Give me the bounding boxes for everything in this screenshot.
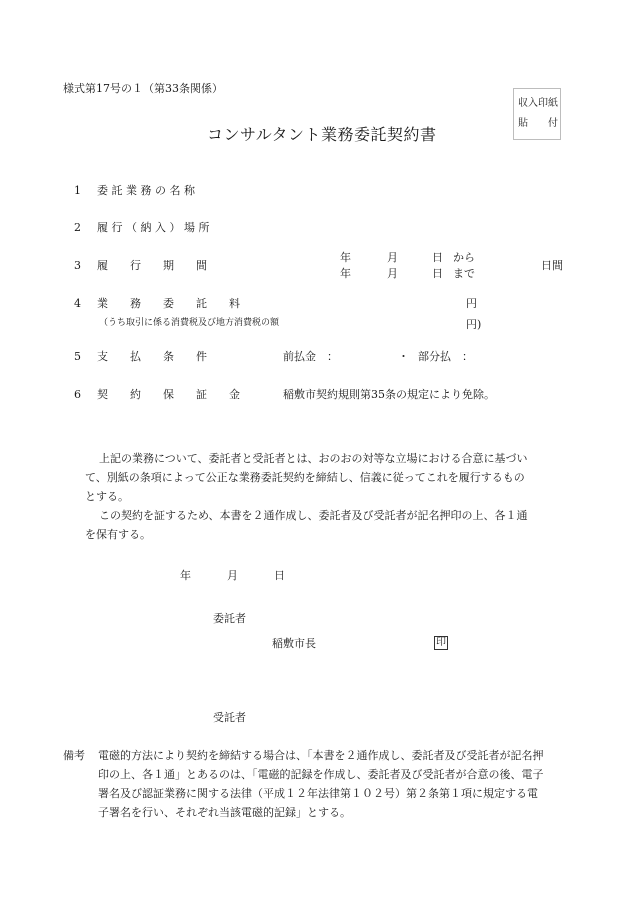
seal-mark: 印 (436, 637, 446, 648)
period-days: 日間 (541, 259, 563, 272)
stamp-box-line1: 収入印紙 (518, 98, 558, 109)
revenue-stamp-box (513, 88, 561, 140)
date-month: 月 (227, 569, 238, 582)
consignor-name: 稲敷市長 (272, 637, 316, 650)
tax-yen: 円) (466, 318, 482, 331)
agreement-paragraph (85, 449, 528, 544)
item-label-payment-terms: 支 払 条 件 (97, 350, 207, 363)
deposit-exemption: 稲敷市契約規則第35条の規定により免除。 (283, 388, 495, 401)
form-id: 様式第17号の１（第33条関係） (63, 82, 223, 95)
remarks-line: 署名及び認証業務に関する法律（平成１２年法律第１０２号）第２条第１項に規定する電 (98, 787, 538, 800)
item-number-5: 5 (74, 350, 81, 363)
consignee-label: 受託者 (213, 711, 246, 724)
item-label-deposit: 契 約 保 証 金 (97, 388, 240, 401)
item-number-6: 6 (74, 388, 81, 401)
paragraph1-line: 上記の業務について、委託者と受託者とは、おのおの対等な立場における合意に基づい (99, 452, 528, 465)
item-sublabel-tax: （うち取引に係る消費税及び地方消費税の額 (99, 318, 280, 328)
period-to-year: 年 (340, 267, 351, 280)
remarks-label: 備考 (63, 749, 85, 762)
advance-payment: 前払金 ： (283, 350, 338, 363)
period-to-day: 日 (432, 267, 443, 280)
item-label-delivery-place: 履 行 （ 納 入 ） 場 所 (97, 221, 210, 234)
remarks-line: 電磁的方法により契約を締結する場合は、「本書を２通作成し、委託者及び受託者が記名押 (98, 749, 544, 762)
period-from-day: 日 (432, 251, 443, 264)
partial-payment: 部分払 ： (418, 350, 473, 363)
item-number-4: 4 (74, 297, 81, 310)
remarks-text (98, 746, 544, 822)
period-to-month: 月 (387, 267, 398, 280)
item-number-2: 2 (74, 221, 81, 234)
item-number-1: 1 (74, 184, 81, 197)
date-day: 日 (274, 569, 285, 582)
remarks-line: 子署名を行い、それぞれ当該電磁的記録」とする。 (98, 806, 351, 819)
item-label-service-name: 委 託 業 務 の 名 称 (97, 184, 195, 197)
period-to-suffix: まで (453, 267, 475, 280)
item-label-fee: 業 務 委 託 料 (97, 297, 240, 310)
consignor-label: 委託者 (213, 612, 246, 625)
date-year: 年 (180, 569, 191, 582)
fee-yen: 円 (466, 297, 477, 310)
paragraph1-line: とする。 (85, 490, 129, 503)
period-from-year: 年 (340, 251, 351, 264)
period-from-month: 月 (387, 251, 398, 264)
paragraph1-line: て、別紙の条項によって公正な業務委託契約を締結し、信義に従ってこれを履行するもの (85, 471, 525, 484)
stamp-box-line2: 貼 付 (518, 118, 558, 129)
paragraph2-line: この契約を証するため、本書を２通作成し、委託者及び受託者が記名押印の上、各１通 (99, 509, 528, 522)
item-label-period: 履 行 期 間 (97, 259, 207, 272)
paragraph2-line: を保有する。 (85, 528, 151, 541)
period-from-suffix: から (453, 251, 475, 264)
document-title: コンサルタント業務委託契約書 (207, 125, 437, 144)
remarks-line: 印の上、各１通」とあるのは、「電磁的記録を作成し、委託者及び受託者が合意の後、電子 (98, 768, 544, 781)
separator-dot: ・ (398, 350, 409, 363)
item-number-3: 3 (74, 259, 81, 272)
